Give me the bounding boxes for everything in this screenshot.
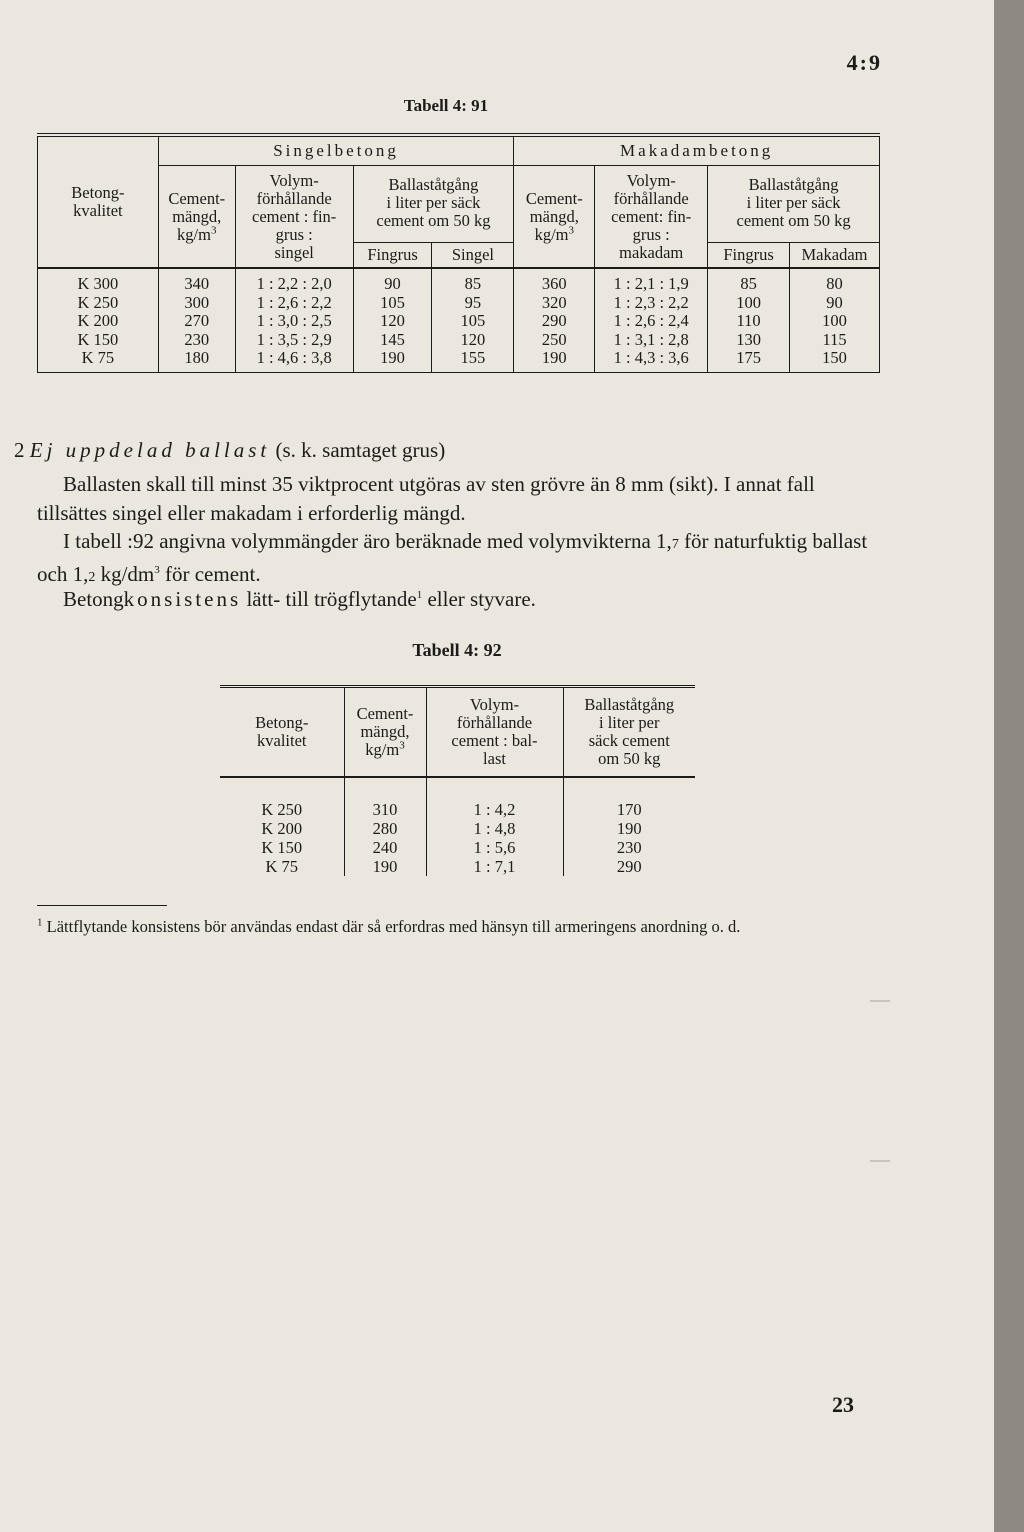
header-cement: Cement- mängd, $kg/m^3$ (344, 687, 426, 778)
col-s-fingrus: 90 105 120 145 190 (353, 268, 432, 372)
col-m-vol: 1 : 2,1 : 1,9 1 : 2,3 : 2,2 1 : 2,6 : 2,4 1 : 3,1 : 2,8 1 : 4,3 : 3,6 (595, 268, 708, 372)
col-kvalitet: K 300 K 250 K 200 K 150 K 75 (38, 268, 159, 372)
header-makadam: Makadam (790, 243, 880, 269)
col-cement: 310 280 240 190 (344, 777, 426, 876)
header-kvalitet: Betong- kvalitet (220, 687, 344, 778)
table-91-body (38, 268, 880, 372)
table-91-title: Tabell 4: 91 (403, 96, 489, 115)
footnote-rule (37, 905, 167, 906)
header-fingrus-singel: Fingrus (353, 243, 432, 269)
table-92-title: Tabell 4: 92 (412, 640, 502, 660)
header-singelbetong: Singelbetong (158, 135, 514, 166)
col-m-fingrus: 85 100 110 130 175 (708, 268, 790, 372)
col-vol: 1 : 4,2 1 : 4,8 1 : 5,6 1 : 7,1 (426, 777, 563, 876)
header-ballast-makadam: Ballaståtgång i liter per säck cement om 50 kg (708, 166, 880, 243)
header-volym: Volym- förhållande cement : bal- last (426, 687, 563, 778)
page-number: 23 (832, 1392, 854, 1417)
paragraph-3: Betongkonsistens lätt- till trögflytande$^1$ eller styvare. (63, 587, 536, 611)
header-makadambetong: Makadambetong (514, 135, 880, 166)
col-s-vol: 1 : 2,2 : 2,0 1 : 2,6 : 2,2 1 : 3,0 : 2,5 1 : 3,5 : 2,9 1 : 4,6 : 3,8 (235, 268, 353, 372)
col-kvalitet: K 250 K 200 K 150 K 75 (261, 800, 303, 876)
header-volym-singel: Volym- förhållande cement : fin- grus : singel (235, 166, 353, 269)
col-s-singel: 85 95 105 120 155 (432, 268, 514, 372)
running-head: 4:9 (846, 50, 882, 75)
footnote: $^1$ Lättflytande konsistens bör användas endast där så erfordras med hänsyn till armeringens anordning o. d. (37, 916, 741, 936)
header-cement-makadam: Cement- mängd, $kg/m^3$ (514, 166, 595, 269)
header-cement-singel: Cement- mängd, $kg/m^3$ (158, 166, 235, 269)
bleed-mark (870, 1000, 890, 1002)
section-heading: 2 Ej uppdelad ballast (s. k. samtaget grus) (14, 438, 446, 462)
col-m-makadam: 80 90 100 115 150 (790, 268, 880, 372)
col-m-cement: 360 320 290 250 190 (514, 268, 595, 372)
header-fingrus-makadam: Fingrus (708, 243, 790, 269)
table-92 (220, 685, 695, 876)
header-kvalitet: Betong- kvalitet (38, 135, 159, 268)
page-edge (994, 0, 1024, 1532)
col-ballast: 170 190 230 290 (563, 777, 695, 876)
header-singel: Singel (432, 243, 514, 269)
paragraph-2: I tabell :92 angivna volymmängder äro beräknade med volymvikterna 1,7 för naturfuktig ballast och 1,2 $kg/dm^3$ för cement. (37, 529, 868, 586)
header-volym-makadam: Volym- förhållande cement: fin- grus : makadam (595, 166, 708, 269)
paragraph-1: Ballasten skall till minst 35 viktprocent utgöras av sten grövre än 8 mm (sikt). I annat fall tillsättes singel eller makadam i erforderlig mängd. (37, 472, 815, 525)
table-91 (37, 133, 880, 373)
bleed-mark (870, 1160, 890, 1162)
header-ballast: Ballaståtgång i liter per säck cement om 50 kg (563, 687, 695, 778)
table-92-body (220, 777, 695, 876)
col-s-cement: 340 300 270 230 180 (158, 268, 235, 372)
header-ballast-singel: Ballaståtgång i liter per säck cement om 50 kg (353, 166, 514, 243)
